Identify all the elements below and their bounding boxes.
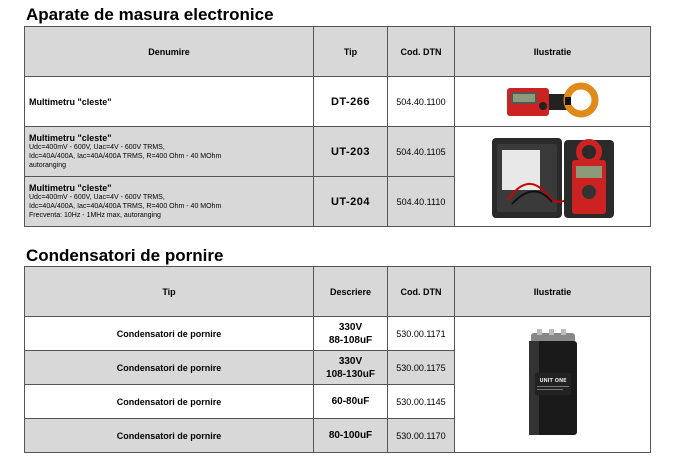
capacitor-capacitance: 60-80uF [331,396,370,407]
product-spec: Idc=40A/400A, Iac=40A/400A TRMS, R=400 Ohm - 40 MOhm [29,153,222,160]
product-spec: Udc=400mV - 600V, Uac=4V - 600V TRMS, [29,144,165,151]
product-code: 504.40.1110 [388,177,455,227]
product-type: UT-203 [314,127,388,177]
capacitor-desc-cell [314,385,388,419]
header-cod-dtn: Cod. DTN [388,27,455,77]
section-title-instruments: Aparate de masura electronice [26,5,274,24]
capacitor-capacitance: 80-100uF [328,430,373,441]
product-name-cell [25,177,314,227]
capacitor-illustration [523,329,583,439]
header-descriere: Descriere [314,267,388,317]
capacitor-capacitance: 88-108uF [328,334,373,346]
capacitor-code: 530.00.1171 [388,317,455,351]
product-name: Multimetru "cleste" [29,133,112,143]
table-row [25,127,651,177]
capacitor-name: Condensatori de pornire [25,317,314,351]
product-name-cell [25,77,314,127]
header-ilustratie: Ilustratie [455,267,651,317]
capacitor-name: Condensatori de pornire [25,419,314,453]
product-spec: Udc=400mV - 600V, Uac=4V - 600V TRMS, [29,194,165,201]
capacitor-desc-cell [314,317,388,351]
capacitor-code: 530.00.1170 [388,419,455,453]
capacitors-table [24,266,651,453]
header-tip: Tip [314,27,388,77]
capacitor-image-cell [455,317,651,453]
table-row [25,317,651,351]
header-ilustratie: Ilustratie [455,27,651,77]
capacitor-desc-cell [314,419,388,453]
capacitor-voltage: 330V [338,321,363,333]
product-name: Multimetru "cleste" [29,183,112,193]
product-code: 504.40.1105 [388,127,455,177]
product-spec: Frecventa: 10Hz - 1MHz max, autoranging [29,212,161,219]
product-type: DT-266 [314,77,388,127]
clamp-meter-illustration [503,80,603,122]
capacitor-desc-cell [314,351,388,385]
capacitor-code: 530.00.1175 [388,351,455,385]
section-title-capacitors: Condensatori de pornire [26,246,224,265]
product-spec: autoranging [29,162,66,169]
clamp-meter-image-cell [455,77,651,127]
header-cod-dtn: Cod. DTN [388,267,455,317]
capacitor-label: UNIT ONE [538,377,567,384]
product-spec: Idc=40A/400A, Iac=40A/400A TRMS, R=400 Ohm - 40 MOhm [29,203,222,210]
capacitor-capacitance: 108-130uF [326,368,375,380]
product-type: UT-204 [314,177,388,227]
table-row [25,77,651,127]
capacitor-code: 530.00.1145 [388,385,455,419]
capacitor-name: Condensatori de pornire [25,385,314,419]
header-tip: Tip [25,267,314,317]
product-name-cell [25,127,314,177]
capacitor-voltage: 330V [338,355,363,367]
meter-kit-illustration [488,130,618,222]
instruments-table [24,26,651,227]
product-code: 504.40.1100 [388,77,455,127]
capacitor-name: Condensatori de pornire [25,351,314,385]
product-name: Multimetru "cleste" [29,96,112,107]
header-denumire: Denumire [25,27,314,77]
meter-kit-image-cell [455,127,651,227]
